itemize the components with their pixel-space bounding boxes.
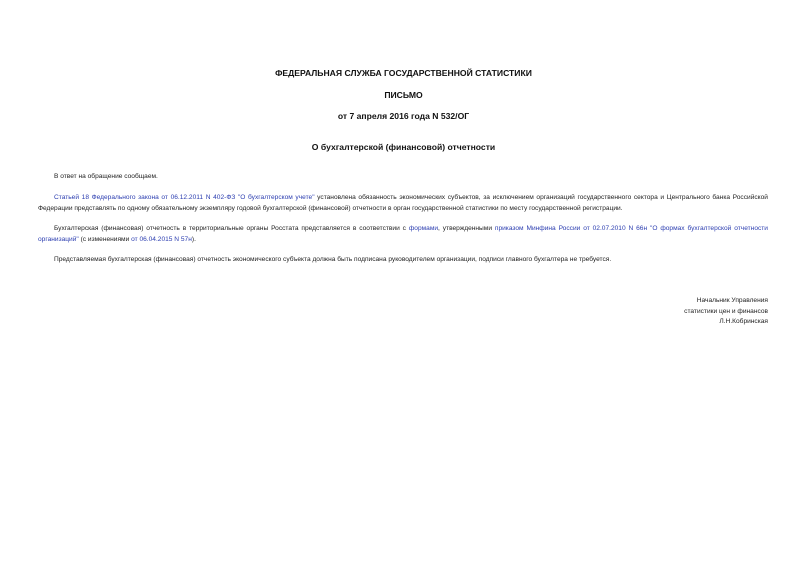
paragraph-2	[38, 193, 768, 214]
paragraph-3-text-1: Бухгалтерская (финансовая) отчетность в территориальные органы Росстата представляется в соответствии с	[54, 225, 409, 232]
document-subject: О бухгалтерской (финансовой) отчетности	[311, 142, 496, 152]
paragraph-4-text: Представляемая бухгалтерская (финансовая) отчетность экономического субъекта должна быть подписана руководителем организации, подписи главного бухгалтера не требуется.	[54, 256, 612, 263]
amendment-link[interactable]: от 06.04.2015 N 57н	[131, 235, 192, 243]
paragraph-1	[38, 172, 768, 183]
minfin-order-link[interactable]: приказом Минфина России от 02.07.2010 N 66н "О формах бухгалтерской отчетности организаций"	[38, 225, 768, 243]
law-article-18-link[interactable]: Статьей 18 Федерального закона от 06.12.2011 N 402-ФЗ "О бухгалтерском учете"	[54, 194, 315, 201]
document-date-number: от 7 апреля 2016 года N 532/ОГ	[337, 111, 470, 121]
paragraph-1-text: В ответ на обращение сообщаем.	[54, 173, 158, 180]
signature-block	[684, 296, 768, 328]
signature-name: Л.Н.Кобринская	[719, 318, 768, 325]
paragraph-4	[38, 255, 768, 266]
paragraph-2-text: установлена обязанность экономических субъектов, за исключением организаций государственного сектора и Центрального банка Российской Федерации представлять по одному обязательному экземпляру годовой бухгалтерской (финансовой) отчетности в орган государственной статистики по месту государственной регистрации.	[38, 194, 768, 212]
paragraph-3-text-3: (с изменениями	[78, 235, 132, 243]
agency-title: ФЕДЕРАЛЬНАЯ СЛУЖБА ГОСУДАРСТВЕННОЙ СТАТИСТИКИ	[275, 68, 532, 78]
paragraph-3	[38, 224, 768, 245]
paragraph-3-text-4: ).	[191, 235, 196, 243]
forms-link[interactable]: формами	[408, 225, 439, 232]
document-type: ПИСЬМО	[384, 90, 423, 100]
signature-position: Начальник Управления	[696, 297, 768, 304]
paragraph-3-text-2: , утвержденными	[438, 225, 495, 232]
signature-department: статистики цен и финансов	[684, 307, 768, 315]
